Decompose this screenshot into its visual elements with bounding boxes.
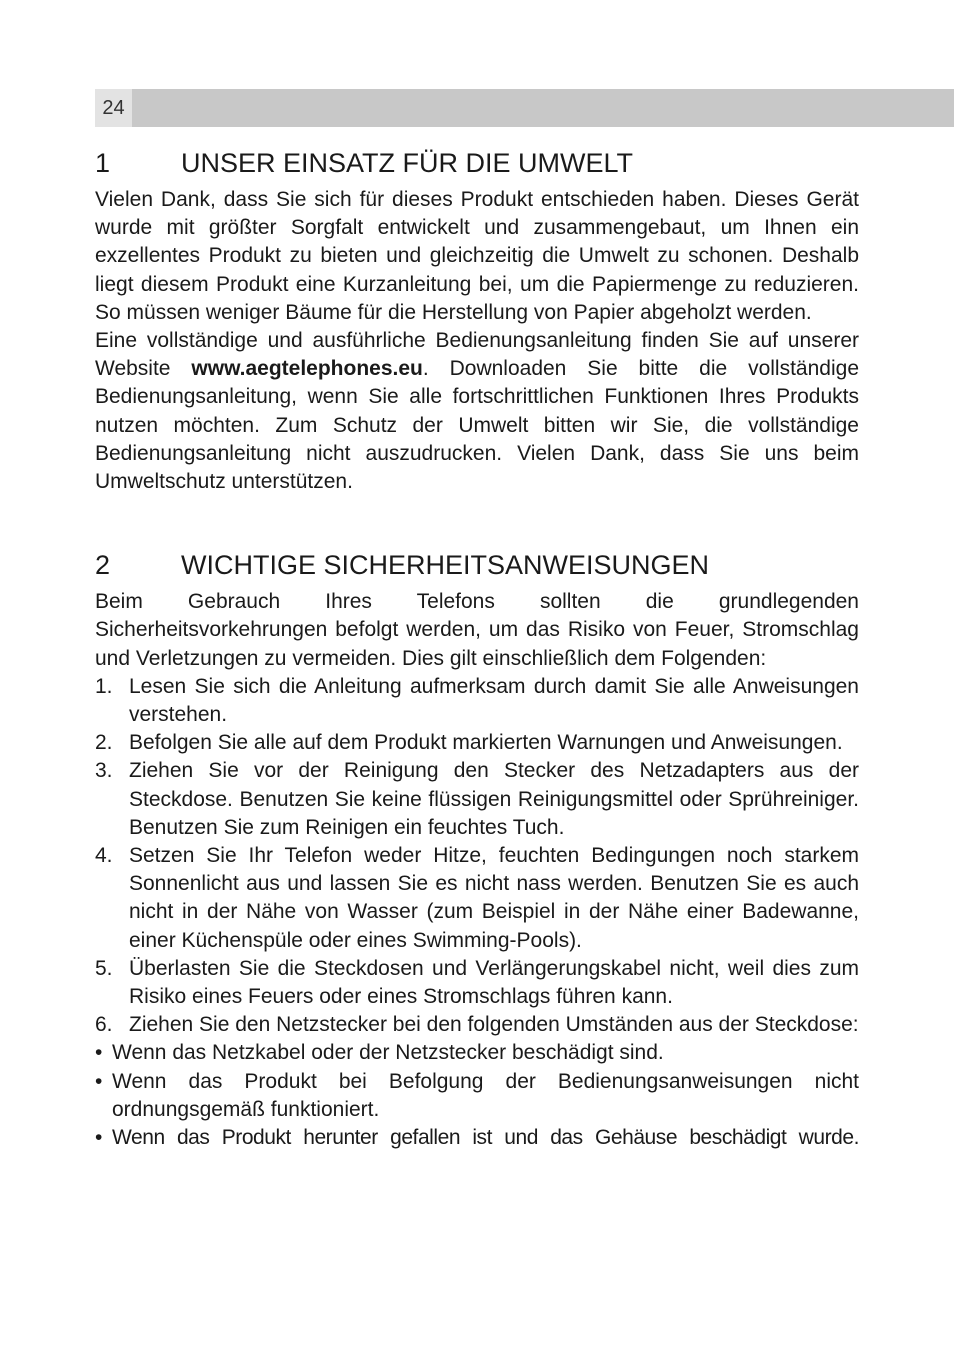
page-number: 24	[95, 89, 132, 127]
section-2-heading: WICHTIGE SICHERHEITSANWEISUNGEN	[181, 550, 710, 581]
list-item-text: Setzen Sie Ihr Telefon weder Hitze, feuchten Bedingungen noch starkem Sonnenlicht aus und lassen Sie es nicht nass werden. Benutzen Sie es auch nicht in der Nähe von Wasser (zum Beispiel in der Nähe einer Badewanne, einer Küchenspüle oder eines Swimming-Pools).	[129, 844, 859, 952]
bullet-mark: •	[95, 1126, 103, 1150]
section-2-number: 2	[95, 550, 111, 581]
list-item-text: Ziehen Sie den Netzstecker bei den folgenden Umständen aus der Steckdose:	[129, 1013, 859, 1037]
section-2-title	[95, 546, 859, 584]
list-item-text: Lesen Sie sich die Anleitung aufmerksam durch damit Sie alle Anweisungen verstehen.	[129, 674, 859, 727]
bullet-item	[95, 1068, 859, 1124]
list-item	[95, 729, 859, 757]
section-1-heading: UNSER EINSATZ FÜR DIE UMWELT	[181, 148, 634, 178]
list-item	[95, 757, 859, 842]
list-item-number: 5.	[95, 956, 113, 980]
section-2-intro: Beim Gebrauch Ihres Telefons sollten die grundlegenden Sicherheitsvorkehrungen befolgt werden, um das Risiko von Feuer, Stromschlag und Verletzungen zu vermeiden. Dies gilt einschließlich dem Folgenden:	[95, 590, 859, 670]
safety-instructions-list	[95, 673, 859, 1040]
list-item-number: 3.	[95, 759, 113, 783]
bullet-mark: •	[95, 1041, 103, 1065]
bullet-text: Wenn das Produkt bei Befolgung der Bedienungsanweisungen nicht ordnungsgemäß funktioniert.	[112, 1069, 859, 1121]
bullet-mark: •	[95, 1069, 103, 1093]
list-item-number: 2.	[95, 731, 113, 755]
section-environment	[95, 144, 859, 496]
section-safety	[95, 546, 859, 1152]
section-1-paragraph-2	[95, 327, 859, 496]
list-item-number: 1.	[95, 674, 113, 698]
website-link[interactable]: www.aegtelephones.eu	[191, 357, 423, 381]
bullet-item	[95, 1124, 859, 1152]
bullet-text: Wenn das Produkt herunter gefallen ist und das Gehäuse beschädigt wurde.	[112, 1126, 859, 1150]
section-1-title	[95, 144, 859, 182]
section-1-paragraph-1: Vielen Dank, dass Sie sich für dieses Produkt entschieden haben. Dieses Gerät wurde mit größter Sorgfalt entwickelt und zusammengebaut, um Ihnen ein exzellentes Produkt zu bieten und gleichzeitig die Umwelt zu schonen. Deshalb liegt diesem Produkt eine Kurzanleitung bei, um die Papiermenge zu reduzieren. So müssen weniger Bäume für die Herstellung von Papier abgeholzt werden.	[95, 188, 859, 324]
section-1-number: 1	[95, 148, 111, 178]
list-item	[95, 955, 859, 1011]
paragraph-2-text-before: Eine vollständige und ausführliche Bedienungsanleitung finden Sie auf unserer Website	[95, 329, 859, 381]
page-content	[95, 144, 859, 1152]
unplug-conditions-list	[95, 1039, 859, 1152]
list-item-text: Befolgen Sie alle auf dem Produkt markierten Warnungen und Anweisungen.	[129, 731, 843, 755]
list-item	[95, 842, 859, 955]
page-header-bar	[95, 89, 954, 127]
list-item	[95, 673, 859, 729]
list-item-text: Überlasten Sie die Steckdosen und Verlängerungskabel nicht, weil dies zum Risiko eines Feuers oder eines Stromschlags führen kann.	[129, 956, 859, 1009]
bullet-text: Wenn das Netzkabel oder der Netzstecker beschädigt sind.	[112, 1041, 664, 1065]
list-item-number: 6.	[95, 1013, 113, 1037]
bullet-item	[95, 1039, 859, 1067]
list-item	[95, 1011, 859, 1039]
list-item-number: 4.	[95, 844, 113, 868]
list-item-text: Ziehen Sie vor der Reinigung den Stecker des Netzadapters aus der Steckdose. Benutzen Sie keine flüssigen Reinigungsmittel oder Sprühreiniger. Benutzen Sie zum Reinigen ein feuchtes Tuch.	[129, 759, 859, 839]
paragraph-2-text-after: . Downloaden Sie bitte die vollständige Bedienungsanleitung, wenn Sie alle fortschrittlichen Funktionen Ihres Produkts nutzen möchten. Zum Schutz der Umwelt bitten wir Sie, die vollständige Bedienungsanleitung nicht auszudrucken. Vielen Dank, dass Sie uns beim Umweltschutz unterstützen.	[95, 357, 859, 494]
